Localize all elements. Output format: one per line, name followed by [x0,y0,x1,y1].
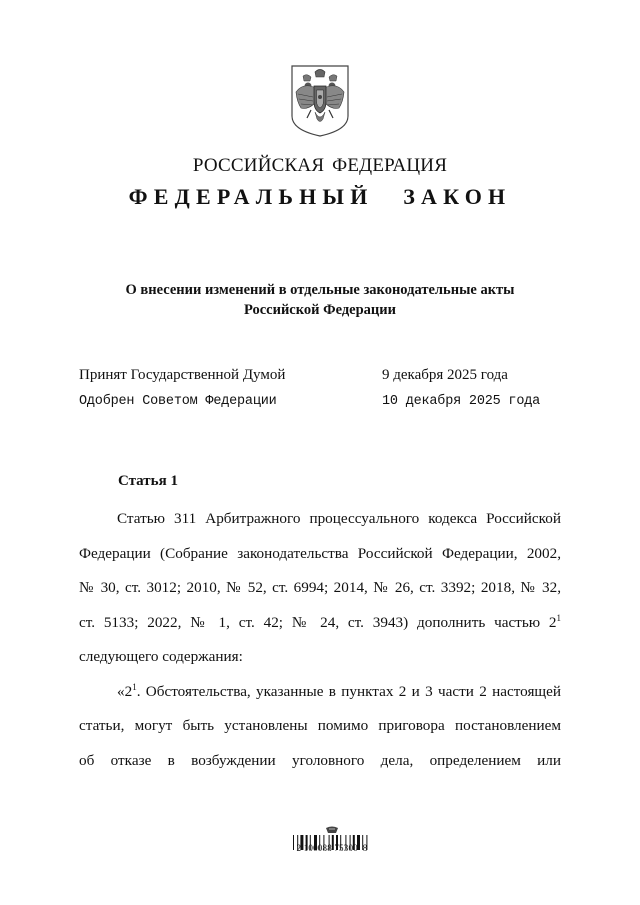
body-line-text: ст. 5133; 2022, № 1, ст. 42; № 24, ст. 3943) дополнить частью 2 [79,613,557,631]
body-line: следующего содержания: [79,648,243,665]
law-title [80,280,560,320]
body-line: № 30, ст. 3012; 2010, № 52, ст. 6994; 2014, № 26, ст. 3392; 2018, № 32, [79,579,561,596]
barcode-number: 2 100088 75300 8 [296,843,368,853]
document-type: ФЕДЕРАЛЬНЫЙ ЗАКОН [128,184,512,209]
approval-council-row [79,394,541,409]
country-name: РОССИЙСКАЯ ФЕДЕРАЦИЯ [192,155,448,176]
russian-coat-of-arms-icon [289,64,351,138]
superscript: 1 [132,681,137,692]
body-line-with-superscript [79,675,561,710]
approval-council-date: 10 декабря 2025 года [382,394,541,409]
barcode-icon [289,826,375,886]
adoption-duma-row [79,367,508,384]
body-line-with-superscript [79,606,561,641]
approval-council-label: Одобрен Советом Федерации [79,394,277,409]
body-line: Федерации (Собрание законодательства Российской Федерации, 2002, [79,544,561,562]
law-title-line-2: Российской Федерации [243,302,396,318]
superscript: 1 [556,612,561,623]
body-line-text: «2 [117,682,133,700]
law-title-line-1: О внесении изменений в отдельные законодательные акты [125,282,515,298]
body-line: Статью 311 Арбитражного процессуального кодекса Российской [117,510,561,527]
adoption-duma-date: 9 декабря 2025 года [382,367,508,383]
body-line-text: . Обстоятельства, указанные в пунктах 2 и 3 части 2 настоящей [136,682,561,700]
article-body [79,502,561,778]
body-line: об отказе в возбуждении уголовного дела, определением или [79,751,561,769]
body-line: статьи, могут быть установлены помимо приговора постановлением [79,717,561,734]
adoption-duma-label: Принят Государственной Думой [79,367,286,383]
article-heading: Статья 1 [118,473,178,489]
